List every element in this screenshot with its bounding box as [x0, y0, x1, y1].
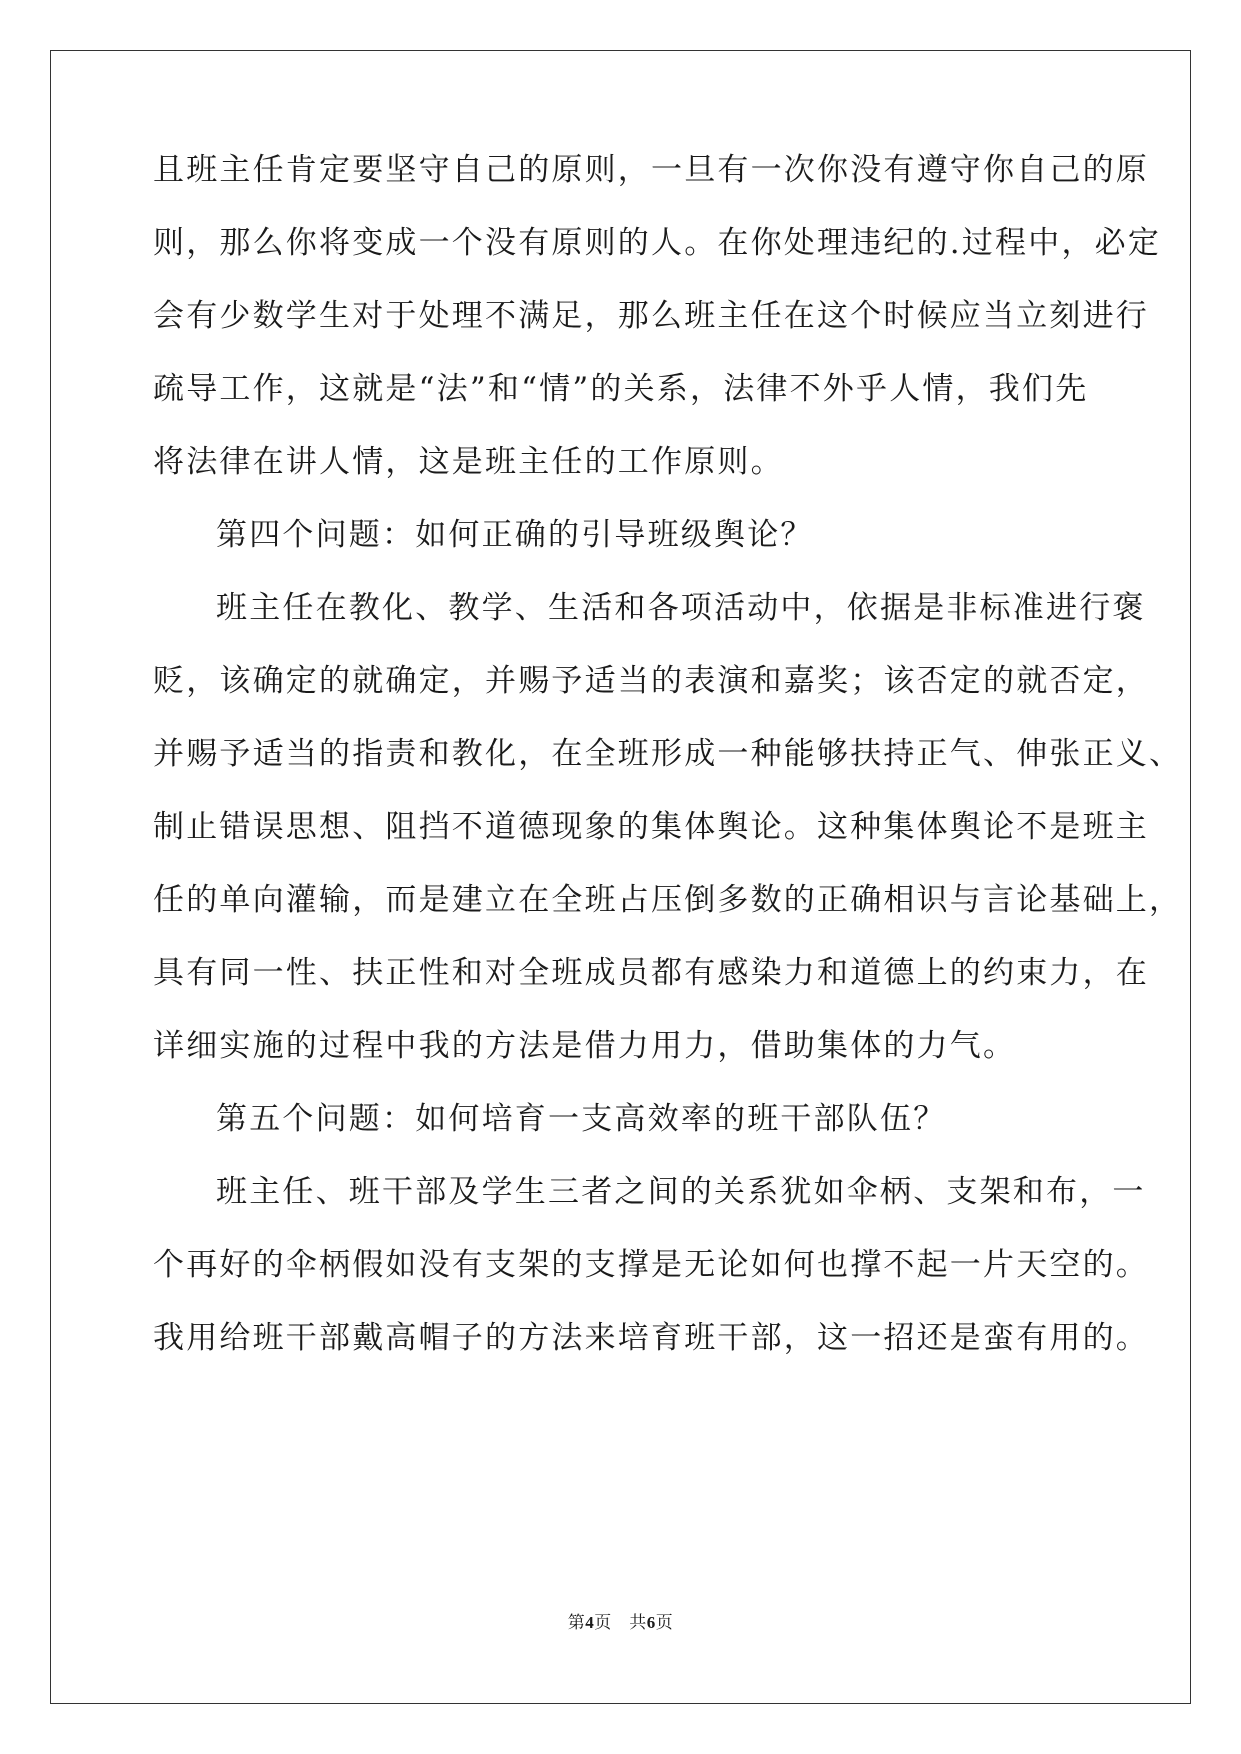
section-heading: 第四个问题：如何正确的引导班级舆论？	[216, 517, 814, 553]
text-line: 并赐予适当的指责和教化，在全班形成一种能够扶持正气、伸张正义、	[153, 736, 1183, 772]
text-line: 班主任在教化、教学、生活和各项活动中，依据是非标准进行褒	[216, 590, 1146, 626]
footer-prefix: 第	[567, 1613, 586, 1632]
text-line: 则，那么你将变成一个没有原则的人。在你处理违纪的.过程中，必定	[153, 225, 1162, 261]
text-line: 详细实施的过程中我的方法是借力用力，借助集体的力气。	[153, 1028, 1017, 1064]
page-footer	[0, 1608, 1241, 1633]
total-page-number: 6	[646, 1613, 656, 1632]
text-line: 会有少数学生对于处理不满足，那么班主任在这个时候应当立刻进行	[153, 298, 1149, 334]
section-heading: 第五个问题：如何培育一支高效率的班干部队伍？	[216, 1101, 947, 1137]
text-line: 将法律在讲人情，这是班主任的工作原则。	[153, 444, 784, 480]
text-line: 制止错误思想、阻挡不道德现象的集体舆论。这种集体舆论不是班主	[153, 809, 1149, 845]
text-line: 具有同一性、扶正性和对全班成员都有感染力和道德上的约束力，在	[153, 955, 1149, 991]
text-line: 任的单向灌输，而是建立在全班占压倒多数的正确相识与言论基础上，	[153, 882, 1183, 918]
current-page-number: 4	[585, 1613, 595, 1632]
text-line: 疏导工作，这就是“法”和“情”的关系，法律不外乎人情，我们先	[153, 371, 1089, 407]
footer-middle: 页 共	[594, 1613, 647, 1632]
text-line: 我用给班干部戴高帽子的方法来培育班干部，这一招还是蛮有用的。	[153, 1320, 1149, 1356]
text-line: 贬，该确定的就确定，并赐予适当的表演和嘉奖；该否定的就否定，	[153, 663, 1149, 699]
text-line: 且班主任肯定要坚守自己的原则，一旦有一次你没有遵守你自己的原	[153, 152, 1149, 188]
text-line: 班主任、班干部及学生三者之间的关系犹如伞柄、支架和布，一	[216, 1174, 1146, 1210]
text-line: 个再好的伞柄假如没有支架的支撑是无论如何也撑不起一片天空的。	[153, 1247, 1149, 1283]
footer-suffix: 页	[655, 1613, 674, 1632]
